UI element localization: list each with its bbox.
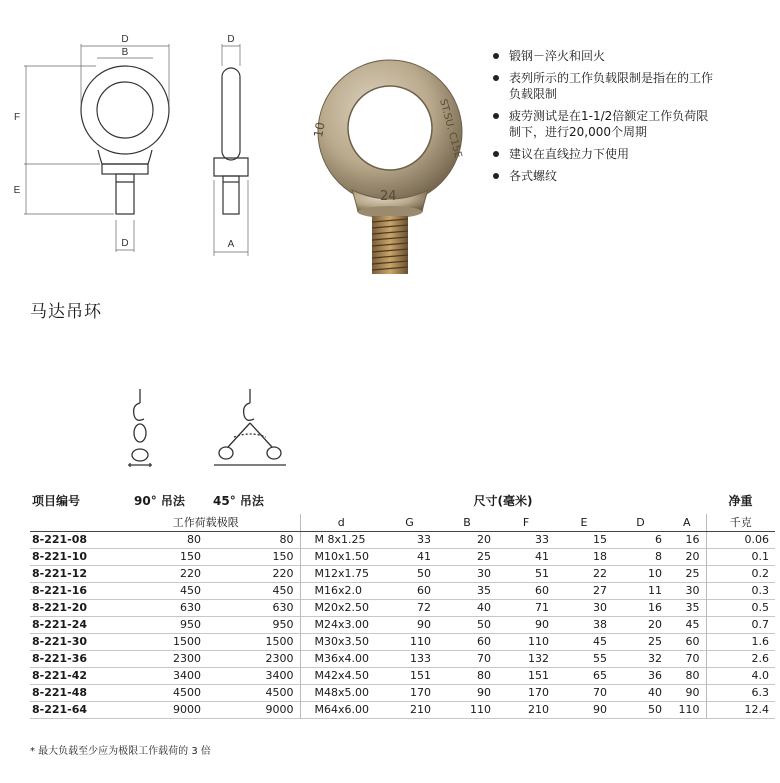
cell-d: M36x4.00 bbox=[300, 651, 382, 668]
front-ring-outer bbox=[81, 66, 169, 154]
table-row bbox=[30, 634, 775, 651]
cell-w90: 3400 bbox=[173, 669, 201, 682]
header-col-dd: D bbox=[613, 514, 668, 532]
cell-d: M 8x1.25 bbox=[300, 532, 382, 549]
cell-id: 8-221-20 bbox=[32, 601, 88, 614]
cell-kg: 0.2 bbox=[706, 566, 775, 583]
cell-d: 40 bbox=[648, 686, 662, 699]
cell-id: 8-221-08 bbox=[32, 533, 88, 546]
label-b: B bbox=[121, 47, 129, 58]
cell-a: 25 bbox=[685, 567, 700, 580]
product-title: 马达吊环 bbox=[30, 302, 102, 322]
side-ring bbox=[222, 68, 240, 160]
cell-d: 10 bbox=[648, 567, 662, 580]
cell-id: 8-221-16 bbox=[32, 584, 88, 597]
lift-90-icon bbox=[128, 389, 152, 467]
cell-id: 8-221-12 bbox=[32, 567, 88, 580]
cell-e: 65 bbox=[593, 669, 607, 682]
cell-g: 151 bbox=[410, 669, 431, 682]
cell-g: 133 bbox=[410, 652, 431, 665]
cell-f: 90 bbox=[535, 618, 549, 631]
cell-d: M30x3.50 bbox=[300, 634, 382, 651]
cell-id: 8-221-42 bbox=[32, 669, 88, 682]
cell-e: 30 bbox=[593, 601, 607, 614]
cell-kg: 1.6 bbox=[706, 634, 775, 651]
cell-a: 90 bbox=[685, 686, 700, 699]
cell-a: 35 bbox=[685, 601, 700, 614]
photo-stamp-left: 10 bbox=[311, 121, 328, 139]
header-dims: 尺寸(毫米) bbox=[473, 494, 533, 508]
cell-w90: 80 bbox=[187, 533, 201, 546]
photo-stamp-bottom: 24 bbox=[380, 189, 397, 204]
cell-b: 110 bbox=[470, 703, 491, 716]
cell-g: 110 bbox=[410, 635, 431, 648]
table-row bbox=[30, 617, 775, 634]
cell-w90: 450 bbox=[180, 584, 201, 597]
cell-f: 33 bbox=[535, 533, 549, 546]
cell-w45: 3400 bbox=[265, 669, 294, 682]
table-row bbox=[30, 583, 775, 600]
cell-g: 41 bbox=[417, 550, 431, 563]
feature-item: 各式螺纹 bbox=[493, 168, 763, 184]
cell-a: 30 bbox=[685, 584, 700, 597]
cell-w90: 9000 bbox=[173, 703, 201, 716]
table-row bbox=[30, 532, 775, 549]
photo-stamp-right: ST.SU. C15E bbox=[437, 97, 464, 160]
cell-g: 90 bbox=[417, 618, 431, 631]
cell-w90: 220 bbox=[180, 567, 201, 580]
front-shank bbox=[116, 174, 134, 214]
cell-w45: 450 bbox=[272, 584, 294, 597]
cell-g: 50 bbox=[417, 567, 431, 580]
cell-a: 110 bbox=[678, 703, 700, 716]
cell-w90: 950 bbox=[180, 618, 201, 631]
cell-f: 151 bbox=[528, 669, 549, 682]
front-collar bbox=[98, 150, 152, 164]
cell-e: 45 bbox=[593, 635, 607, 648]
header-lift45: 45° 吊法 bbox=[213, 494, 264, 508]
cell-w90: 630 bbox=[180, 601, 201, 614]
cell-w45: 4500 bbox=[265, 686, 294, 699]
table-row bbox=[30, 685, 775, 702]
cell-g: 210 bbox=[410, 703, 431, 716]
cell-kg: 0.1 bbox=[706, 549, 775, 566]
cell-b: 60 bbox=[477, 635, 491, 648]
cell-d: 16 bbox=[648, 601, 662, 614]
bullet-icon bbox=[493, 113, 499, 119]
header-col-d: d bbox=[300, 514, 382, 532]
cell-f: 71 bbox=[535, 601, 549, 614]
cell-w90: 150 bbox=[180, 550, 201, 563]
cell-f: 51 bbox=[535, 567, 549, 580]
side-collar bbox=[214, 158, 248, 176]
cell-id: 8-221-36 bbox=[32, 652, 88, 665]
cell-b: 40 bbox=[477, 601, 491, 614]
cell-b: 35 bbox=[477, 584, 491, 597]
cell-w45: 1500 bbox=[265, 635, 294, 648]
cell-e: 18 bbox=[593, 550, 607, 563]
cell-d: 20 bbox=[648, 618, 662, 631]
label-d-side: D bbox=[227, 34, 235, 45]
cell-b: 20 bbox=[477, 533, 491, 546]
cell-w45: 9000 bbox=[265, 703, 294, 716]
cell-w45: 220 bbox=[272, 567, 294, 580]
feature-list bbox=[493, 48, 763, 190]
cell-w90: 4500 bbox=[173, 686, 201, 699]
cell-kg: 6.3 bbox=[706, 685, 775, 702]
header-col-f: F bbox=[497, 514, 555, 532]
bullet-icon bbox=[493, 173, 499, 179]
table-row bbox=[30, 600, 775, 617]
cell-g: 72 bbox=[417, 601, 431, 614]
cell-d: M24x3.00 bbox=[300, 617, 382, 634]
cell-d: 6 bbox=[655, 533, 662, 546]
cell-f: 210 bbox=[528, 703, 549, 716]
cell-kg: 0.5 bbox=[706, 600, 775, 617]
bullet-icon bbox=[493, 53, 499, 59]
cell-id: 8-221-48 bbox=[32, 686, 88, 699]
lift-45-icon bbox=[214, 389, 286, 465]
cell-w45: 630 bbox=[272, 601, 294, 614]
cell-a: 70 bbox=[685, 652, 700, 665]
label-d-front: D bbox=[121, 34, 129, 45]
cell-e: 15 bbox=[593, 533, 607, 546]
cell-d: M10x1.50 bbox=[300, 549, 382, 566]
eye-bolt-photo bbox=[300, 40, 480, 280]
cell-d: 32 bbox=[648, 652, 662, 665]
cell-f: 170 bbox=[528, 686, 549, 699]
cell-f: 41 bbox=[535, 550, 549, 563]
cell-kg: 0.3 bbox=[706, 583, 775, 600]
label-d-bottom: D bbox=[121, 238, 129, 249]
cell-id: 8-221-10 bbox=[32, 550, 88, 563]
table-row bbox=[30, 651, 775, 668]
cell-b: 90 bbox=[477, 686, 491, 699]
label-a: A bbox=[227, 239, 235, 250]
cell-w90: 1500 bbox=[173, 635, 201, 648]
cell-d: 50 bbox=[648, 703, 662, 716]
cell-b: 30 bbox=[477, 567, 491, 580]
header-col-g: G bbox=[382, 514, 437, 532]
technical-drawing bbox=[10, 30, 280, 270]
cell-w45: 950 bbox=[272, 618, 294, 631]
header-col-a: A bbox=[668, 514, 706, 532]
cell-d: M64x6.00 bbox=[300, 702, 382, 719]
cell-f: 60 bbox=[535, 584, 549, 597]
bullet-icon bbox=[493, 151, 499, 157]
cell-id: 8-221-24 bbox=[32, 618, 88, 631]
cell-d: M20x2.50 bbox=[300, 600, 382, 617]
cell-b: 50 bbox=[477, 618, 491, 631]
cell-kg: 4.0 bbox=[706, 668, 775, 685]
label-f: F bbox=[13, 112, 21, 123]
bullet-icon bbox=[493, 75, 499, 81]
cell-kg: 12.4 bbox=[706, 702, 775, 719]
cell-d: 25 bbox=[648, 635, 662, 648]
cell-w90: 2300 bbox=[173, 652, 201, 665]
cell-a: 80 bbox=[685, 669, 700, 682]
cell-e: 22 bbox=[593, 567, 607, 580]
cell-b: 25 bbox=[477, 550, 491, 563]
cell-b: 70 bbox=[477, 652, 491, 665]
cell-e: 38 bbox=[593, 618, 607, 631]
cell-w45: 2300 bbox=[265, 652, 294, 665]
cell-w45: 150 bbox=[272, 550, 294, 563]
cell-g: 33 bbox=[417, 533, 431, 546]
header-lift90: 90° 吊法 bbox=[134, 494, 185, 508]
cell-b: 80 bbox=[477, 669, 491, 682]
header-wll: 工作荷载极限 bbox=[112, 514, 300, 532]
cell-a: 16 bbox=[685, 533, 700, 546]
cell-kg: 2.6 bbox=[706, 651, 775, 668]
header-item: 项目编号 bbox=[32, 494, 81, 508]
feature-item: 锻钢－淬火和回火 bbox=[493, 48, 763, 64]
header-kg: 千克 bbox=[706, 514, 775, 532]
cell-kg: 0.7 bbox=[706, 617, 775, 634]
lift-method-icons bbox=[110, 385, 300, 485]
table-row bbox=[30, 668, 775, 685]
cell-g: 170 bbox=[410, 686, 431, 699]
feature-item: 建议在直线拉力下使用 bbox=[493, 146, 763, 162]
header-col-e: E bbox=[555, 514, 613, 532]
cell-a: 20 bbox=[685, 550, 700, 563]
cell-a: 45 bbox=[685, 618, 700, 631]
cell-e: 27 bbox=[593, 584, 607, 597]
cell-d: M12x1.75 bbox=[300, 566, 382, 583]
cell-f: 132 bbox=[528, 652, 549, 665]
cell-kg: 0.06 bbox=[706, 532, 775, 549]
table-row bbox=[30, 566, 775, 583]
cell-w45: 80 bbox=[279, 533, 294, 546]
table-row bbox=[30, 702, 775, 719]
feature-item: 表列所示的工作负载限制是指在的工作 负载限制 bbox=[493, 70, 763, 102]
cell-e: 55 bbox=[593, 652, 607, 665]
cell-id: 8-221-30 bbox=[32, 635, 88, 648]
header-col-b: B bbox=[437, 514, 497, 532]
cell-d: 8 bbox=[655, 550, 662, 563]
header-weight: 净重 bbox=[728, 494, 753, 508]
footnote: * 最大负载至少应为极限工作载荷的 3 倍 bbox=[30, 746, 211, 757]
feature-item: 疲劳测试是在1-1/2倍额定工作负荷限 制下，进行20,000个周期 bbox=[493, 108, 763, 140]
cell-a: 60 bbox=[685, 635, 700, 648]
cell-d: 36 bbox=[648, 669, 662, 682]
cell-f: 110 bbox=[528, 635, 549, 648]
spec-table bbox=[30, 488, 775, 719]
cell-g: 60 bbox=[417, 584, 431, 597]
cell-e: 90 bbox=[593, 703, 607, 716]
front-ring-inner bbox=[97, 82, 153, 138]
cell-d: M48x5.00 bbox=[300, 685, 382, 702]
cell-d: M42x4.50 bbox=[300, 668, 382, 685]
table-row bbox=[30, 549, 775, 566]
cell-d: M16x2.0 bbox=[300, 583, 382, 600]
label-e: E bbox=[13, 185, 21, 196]
cell-id: 8-221-64 bbox=[32, 703, 88, 716]
cell-e: 70 bbox=[593, 686, 607, 699]
cell-d: 11 bbox=[648, 584, 662, 597]
